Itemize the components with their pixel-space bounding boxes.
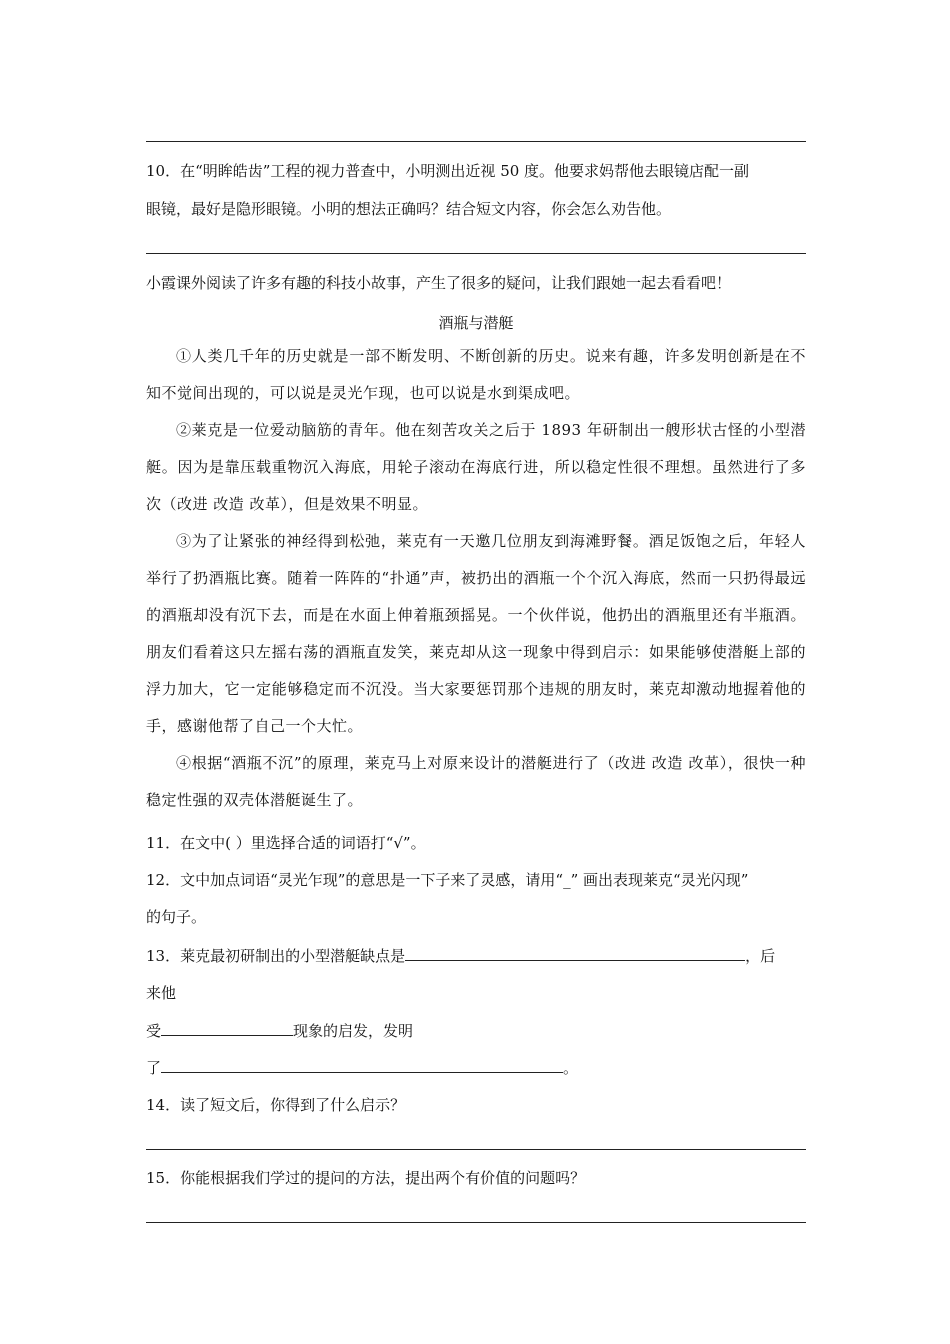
- question-13-text-a: 13．莱克最初研制出的小型潜艇缺点是: [146, 947, 406, 965]
- passage-body: [146, 338, 806, 819]
- answer-blank-defect[interactable]: [405, 944, 745, 961]
- question-13-line-3: [146, 1019, 413, 1042]
- question-10-line-1: 10．在“明眸皓齿”工程的视力普查中，小明测出近视 50 度。他要求妈帮他去眼镜店配一副: [146, 162, 750, 180]
- question-13-line-2: 来他: [146, 984, 177, 1002]
- answer-line-q15[interactable]: [146, 1222, 806, 1223]
- answer-line-q9: [146, 141, 806, 142]
- passage-paragraph-4: ④根据“酒瓶不沉”的原理，莱克马上对原来设计的潜艇进行了（改进 改造 改革），很快一种稳定性强的双壳体潜艇诞生了。: [146, 754, 806, 809]
- answer-blank-phenomenon[interactable]: [161, 1019, 293, 1036]
- question-10-line-2: 眼镜，最好是隐形眼镜。小明的想法正确吗？结合短文内容，你会怎么劝告他。: [146, 200, 672, 218]
- answer-blank-invention[interactable]: [161, 1056, 563, 1073]
- question-12-line-2: 的句子。: [146, 908, 207, 926]
- question-13-text-f: 。: [563, 1059, 579, 1077]
- question-13-text-d: 现象的启发，发明: [293, 1022, 414, 1040]
- question-13-text-e: 了: [146, 1059, 162, 1077]
- question-13-text-b: ，后: [745, 947, 776, 965]
- question-13-line-1: [146, 944, 806, 967]
- question-12-line-1: 12．文中加点词语“灵光乍现”的意思是一下子来了灵感，请用“_” 画出表现莱克“灵光闪现”: [146, 871, 749, 889]
- question-13-text-c: 受: [146, 1022, 162, 1040]
- passage-title: 酒瓶与潜艇: [438, 314, 514, 332]
- answer-line-q14[interactable]: [146, 1149, 806, 1150]
- passage-paragraph-1: ①人类几千年的历史就是一部不断发明、不断创新的历史。说来有趣，许多发明创新是在不知不觉间出现的，可以说是灵光乍现，也可以说是水到渠成吧。: [146, 347, 806, 402]
- question-15: 15．你能根据我们学过的提问的方法，提出两个有价值的问题吗？: [146, 1169, 586, 1187]
- question-11: 11．在文中( ）里选择合适的词语打“√”。: [146, 834, 426, 852]
- reading-intro: 小霞课外阅读了许多有趣的科技小故事，产生了很多的疑问，让我们跟她一起去看看吧！: [146, 274, 732, 292]
- question-14: 14．读了短文后，你得到了什么启示？: [146, 1096, 406, 1114]
- passage-paragraph-3: ③为了让紧张的神经得到松弛，莱克有一天邀几位朋友到海滩野餐。酒足饭饱之后，年轻人举行了扔酒瓶比赛。随着一阵阵的“扑通”声，被扔出的酒瓶一个个沉入海底，然而一只扔得最远的酒瓶却没有沉下去，而是在水面上伸着瓶颈摇晃。一个伙伴说，他扔出的酒瓶里还有半瓶酒。朋友们看着这只左摇右荡的酒瓶直发笑，莱克却从这一现象中得到启示：如果能够使潜艇上部的浮力加大，它一定能够稳定而不沉没。当大家要惩罚那个违规的朋友时，莱克却激动地握着他的手，感谢他帮了自己一个大忙。: [146, 532, 806, 735]
- passage-paragraph-2: ②莱克是一位爱动脑筋的青年。他在刻苦攻关之后于 1893 年研制出一艘形状古怪的小型潜艇。因为是靠压载重物沉入海底，用轮子滚动在海底行进，所以稳定性很不理想。虽然进行了多次（改进 改造 改革），但是效果不明显。: [146, 421, 806, 513]
- answer-line-q10: [146, 253, 806, 254]
- question-13-line-4: [146, 1056, 578, 1079]
